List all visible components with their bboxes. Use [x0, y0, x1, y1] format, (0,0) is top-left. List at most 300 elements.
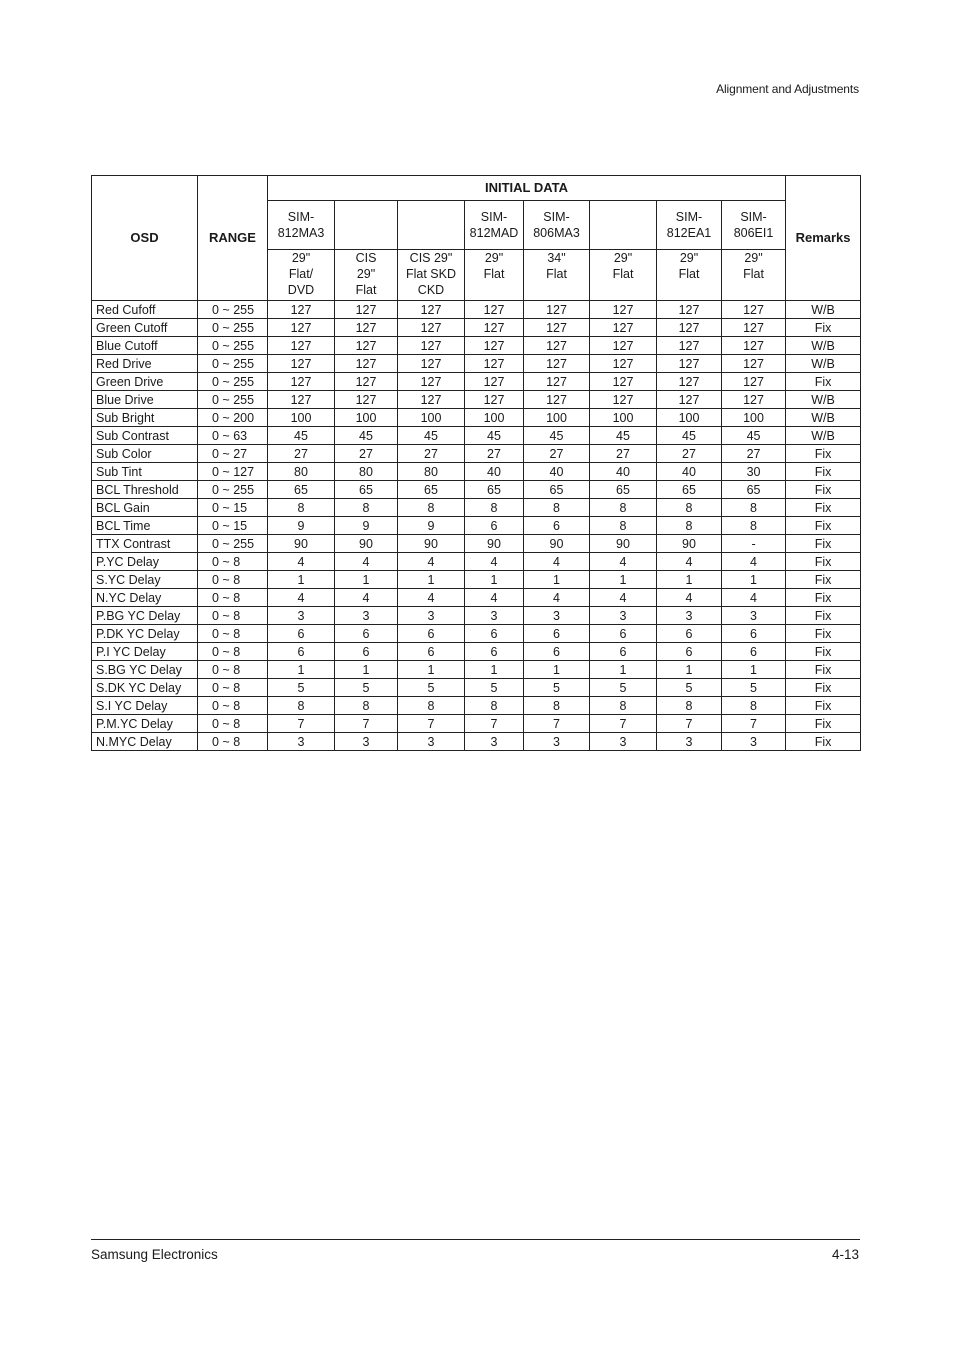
range-cell: 0 ~ 255	[198, 301, 268, 319]
value-cell: 45	[268, 427, 335, 445]
range-cell: 0 ~ 8	[198, 589, 268, 607]
value-cell: 100	[722, 409, 786, 427]
value-cell: 90	[657, 535, 722, 553]
value-cell: 45	[722, 427, 786, 445]
value-cell: 27	[657, 445, 722, 463]
osd-cell: N.YC Delay	[92, 589, 198, 607]
remark-cell: Fix	[786, 661, 861, 679]
remark-cell: Fix	[786, 607, 861, 625]
value-cell: 8	[465, 499, 524, 517]
value-cell: 127	[657, 355, 722, 373]
value-cell: 4	[398, 553, 465, 571]
value-cell: 65	[524, 481, 590, 499]
value-cell: 127	[590, 301, 657, 319]
value-cell: 65	[722, 481, 786, 499]
value-cell: 3	[657, 733, 722, 751]
value-cell: 80	[335, 463, 398, 481]
value-cell: 27	[398, 445, 465, 463]
value-cell: 65	[590, 481, 657, 499]
value-cell: 8	[722, 517, 786, 535]
table-row	[92, 499, 861, 517]
range-cell: 0 ~ 255	[198, 391, 268, 409]
value-cell: 4	[590, 553, 657, 571]
osd-cell: P.I YC Delay	[92, 643, 198, 661]
remark-cell: Fix	[786, 481, 861, 499]
model-name-cell: SIM- 806EI1	[722, 201, 786, 250]
value-cell: 45	[590, 427, 657, 445]
value-cell: 8	[335, 499, 398, 517]
osd-cell: S.BG YC Delay	[92, 661, 198, 679]
remark-cell: Fix	[786, 733, 861, 751]
osd-cell: N.MYC Delay	[92, 733, 198, 751]
value-cell: 1	[590, 571, 657, 589]
value-cell: 127	[268, 337, 335, 355]
value-cell: 1	[590, 661, 657, 679]
value-cell: 45	[524, 427, 590, 445]
osd-cell: Green Drive	[92, 373, 198, 391]
model-description-cell: 34" Flat	[524, 250, 590, 301]
value-cell: 127	[335, 355, 398, 373]
table-row	[92, 571, 861, 589]
value-cell: 100	[268, 409, 335, 427]
osd-cell: S.I YC Delay	[92, 697, 198, 715]
value-cell: 1	[524, 571, 590, 589]
value-cell: 8	[590, 697, 657, 715]
value-cell: 7	[398, 715, 465, 733]
osd-cell: Blue Cutoff	[92, 337, 198, 355]
value-cell: 6	[398, 625, 465, 643]
value-cell: 127	[398, 337, 465, 355]
table-row	[92, 697, 861, 715]
value-cell: 127	[335, 373, 398, 391]
value-cell: 40	[465, 463, 524, 481]
value-cell: 9	[398, 517, 465, 535]
osd-cell: P.DK YC Delay	[92, 625, 198, 643]
remark-cell: Fix	[786, 535, 861, 553]
value-cell: 8	[590, 517, 657, 535]
value-cell: 127	[590, 319, 657, 337]
value-cell: 4	[722, 589, 786, 607]
osd-header: OSD	[92, 176, 198, 301]
model-name-cell	[398, 201, 465, 250]
table-row	[92, 553, 861, 571]
value-cell: 127	[465, 319, 524, 337]
value-cell: 127	[722, 355, 786, 373]
value-cell: 3	[657, 607, 722, 625]
value-cell: 3	[524, 607, 590, 625]
value-cell: 80	[398, 463, 465, 481]
osd-cell: Sub Color	[92, 445, 198, 463]
value-cell: 127	[465, 301, 524, 319]
range-cell: 0 ~ 8	[198, 553, 268, 571]
osd-cell: P.BG YC Delay	[92, 607, 198, 625]
remark-cell: Fix	[786, 625, 861, 643]
value-cell: 8	[398, 697, 465, 715]
value-cell: 90	[465, 535, 524, 553]
remark-cell: Fix	[786, 517, 861, 535]
value-cell: 3	[722, 607, 786, 625]
range-cell: 0 ~ 255	[198, 481, 268, 499]
table-row	[92, 607, 861, 625]
value-cell: 127	[590, 355, 657, 373]
table-row	[92, 661, 861, 679]
table-row	[92, 391, 861, 409]
value-cell: 27	[335, 445, 398, 463]
value-cell: 8	[524, 697, 590, 715]
osd-cell: P.YC Delay	[92, 553, 198, 571]
value-cell: 4	[465, 589, 524, 607]
value-cell: 90	[524, 535, 590, 553]
value-cell: 127	[465, 373, 524, 391]
value-cell: 4	[524, 589, 590, 607]
value-cell: 90	[590, 535, 657, 553]
range-cell: 0 ~ 255	[198, 319, 268, 337]
range-cell: 0 ~ 255	[198, 337, 268, 355]
value-cell: 127	[335, 301, 398, 319]
value-cell: 100	[524, 409, 590, 427]
model-name-cell: SIM- 812MA3	[268, 201, 335, 250]
table-row	[92, 463, 861, 481]
value-cell: 1	[398, 661, 465, 679]
value-cell: 127	[590, 373, 657, 391]
table-row	[92, 589, 861, 607]
value-cell: 127	[335, 337, 398, 355]
model-description-cell: 29" Flat	[590, 250, 657, 301]
remark-cell: Fix	[786, 715, 861, 733]
value-cell: 8	[590, 499, 657, 517]
osd-cell: S.DK YC Delay	[92, 679, 198, 697]
remark-cell: Fix	[786, 499, 861, 517]
value-cell: 127	[268, 373, 335, 391]
value-cell: 4	[722, 553, 786, 571]
value-cell: 6	[335, 625, 398, 643]
initial-data-table	[91, 175, 861, 751]
value-cell: 1	[657, 571, 722, 589]
table-row	[92, 445, 861, 463]
value-cell: 65	[465, 481, 524, 499]
value-cell: 127	[524, 391, 590, 409]
remark-cell: Fix	[786, 373, 861, 391]
range-cell: 0 ~ 8	[198, 625, 268, 643]
table-row	[92, 517, 861, 535]
remark-cell: Fix	[786, 463, 861, 481]
table-row	[92, 733, 861, 751]
table-row	[92, 373, 861, 391]
value-cell: 127	[268, 319, 335, 337]
value-cell: 4	[268, 589, 335, 607]
table-row	[92, 427, 861, 445]
osd-cell: Red Drive	[92, 355, 198, 373]
value-cell: 8	[398, 499, 465, 517]
value-cell: 3	[524, 733, 590, 751]
value-cell: 127	[657, 301, 722, 319]
value-cell: 3	[590, 607, 657, 625]
osd-cell: Blue Drive	[92, 391, 198, 409]
value-cell: 127	[524, 373, 590, 391]
value-cell: 6	[268, 643, 335, 661]
range-cell: 0 ~ 8	[198, 697, 268, 715]
value-cell: 8	[268, 499, 335, 517]
model-name-cell: SIM- 806MA3	[524, 201, 590, 250]
osd-cell: BCL Time	[92, 517, 198, 535]
value-cell: 127	[335, 319, 398, 337]
value-cell: 6	[524, 625, 590, 643]
value-cell: 6	[398, 643, 465, 661]
remark-cell: Fix	[786, 571, 861, 589]
value-cell: 65	[657, 481, 722, 499]
value-cell: 7	[524, 715, 590, 733]
value-cell: 1	[657, 661, 722, 679]
osd-cell: BCL Gain	[92, 499, 198, 517]
remark-cell: Fix	[786, 553, 861, 571]
range-cell: 0 ~ 255	[198, 535, 268, 553]
range-cell: 0 ~ 8	[198, 733, 268, 751]
value-cell: 3	[398, 607, 465, 625]
range-cell: 0 ~ 15	[198, 517, 268, 535]
value-cell: 3	[268, 733, 335, 751]
value-cell: 45	[398, 427, 465, 445]
remark-cell: Fix	[786, 589, 861, 607]
value-cell: 8	[657, 517, 722, 535]
remark-cell: W/B	[786, 301, 861, 319]
table-row	[92, 409, 861, 427]
initial-data-header: INITIAL DATA	[268, 176, 786, 201]
value-cell: 6	[524, 517, 590, 535]
value-cell: 1	[398, 571, 465, 589]
value-cell: 127	[268, 355, 335, 373]
value-cell: 1	[722, 571, 786, 589]
value-cell: 1	[722, 661, 786, 679]
remark-cell: W/B	[786, 409, 861, 427]
range-cell: 0 ~ 8	[198, 715, 268, 733]
value-cell: 3	[465, 733, 524, 751]
table-row	[92, 715, 861, 733]
osd-cell: S.YC Delay	[92, 571, 198, 589]
value-cell: 40	[524, 463, 590, 481]
value-cell: 6	[465, 643, 524, 661]
value-cell: 27	[465, 445, 524, 463]
value-cell: 127	[398, 319, 465, 337]
value-cell: 6	[465, 517, 524, 535]
value-cell: 27	[524, 445, 590, 463]
value-cell: 127	[398, 391, 465, 409]
value-cell: 8	[722, 499, 786, 517]
remark-cell: Fix	[786, 697, 861, 715]
running-header: Alignment and Adjustments	[716, 82, 859, 96]
table-row	[92, 625, 861, 643]
model-description-cell: 29" Flat/ DVD	[268, 250, 335, 301]
value-cell: 8	[657, 499, 722, 517]
value-cell: 5	[524, 679, 590, 697]
table-row	[92, 337, 861, 355]
range-cell: 0 ~ 200	[198, 409, 268, 427]
range-cell: 0 ~ 255	[198, 373, 268, 391]
osd-cell: Sub Tint	[92, 463, 198, 481]
range-cell: 0 ~ 27	[198, 445, 268, 463]
remark-cell: Fix	[786, 679, 861, 697]
value-cell: 90	[268, 535, 335, 553]
osd-cell: TTX Contrast	[92, 535, 198, 553]
value-cell: 3	[335, 733, 398, 751]
value-cell: 6	[722, 643, 786, 661]
value-cell: 127	[524, 319, 590, 337]
range-cell: 0 ~ 8	[198, 679, 268, 697]
value-cell: 5	[657, 679, 722, 697]
value-cell: 8	[268, 697, 335, 715]
value-cell: 8	[524, 499, 590, 517]
osd-cell: Sub Contrast	[92, 427, 198, 445]
value-cell: 65	[335, 481, 398, 499]
osd-cell: Green Cutoff	[92, 319, 198, 337]
value-cell: 45	[657, 427, 722, 445]
range-cell: 0 ~ 127	[198, 463, 268, 481]
value-cell: 6	[657, 625, 722, 643]
value-cell: 7	[465, 715, 524, 733]
value-cell: 6	[590, 625, 657, 643]
value-cell: 127	[722, 319, 786, 337]
remark-cell: Fix	[786, 445, 861, 463]
value-cell: 5	[398, 679, 465, 697]
value-cell: 127	[524, 301, 590, 319]
value-cell: 3	[335, 607, 398, 625]
range-cell: 0 ~ 255	[198, 355, 268, 373]
value-cell: 127	[722, 337, 786, 355]
remarks-header: Remarks	[786, 176, 861, 301]
remark-cell: Fix	[786, 643, 861, 661]
value-cell: 40	[657, 463, 722, 481]
range-header: RANGE	[198, 176, 268, 301]
value-cell: 1	[465, 571, 524, 589]
table-row	[92, 535, 861, 553]
value-cell: 127	[657, 319, 722, 337]
value-cell: 127	[590, 391, 657, 409]
remark-cell: Fix	[786, 319, 861, 337]
value-cell: 127	[465, 337, 524, 355]
value-cell: 7	[590, 715, 657, 733]
table-row	[92, 481, 861, 499]
value-cell: 100	[335, 409, 398, 427]
model-name-cell	[335, 201, 398, 250]
footer-publisher: Samsung Electronics	[91, 1247, 218, 1262]
value-cell: 80	[268, 463, 335, 481]
model-description-cell: CIS 29" Flat SKD CKD	[398, 250, 465, 301]
value-cell: 65	[268, 481, 335, 499]
value-cell: 1	[335, 571, 398, 589]
value-cell: 4	[524, 553, 590, 571]
osd-cell: P.M.YC Delay	[92, 715, 198, 733]
value-cell: 4	[398, 589, 465, 607]
model-name-cell	[590, 201, 657, 250]
value-cell: 5	[722, 679, 786, 697]
value-cell: 7	[335, 715, 398, 733]
value-cell: 5	[590, 679, 657, 697]
value-cell: 127	[722, 373, 786, 391]
value-cell: 127	[590, 337, 657, 355]
value-cell: 9	[268, 517, 335, 535]
value-cell: -	[722, 535, 786, 553]
value-cell: 6	[524, 643, 590, 661]
value-cell: 8	[657, 697, 722, 715]
range-cell: 0 ~ 8	[198, 661, 268, 679]
value-cell: 45	[465, 427, 524, 445]
value-cell: 6	[590, 643, 657, 661]
value-cell: 5	[465, 679, 524, 697]
value-cell: 1	[268, 571, 335, 589]
value-cell: 27	[268, 445, 335, 463]
value-cell: 90	[335, 535, 398, 553]
value-cell: 8	[722, 697, 786, 715]
value-cell: 5	[335, 679, 398, 697]
value-cell: 45	[335, 427, 398, 445]
value-cell: 3	[465, 607, 524, 625]
value-cell: 4	[335, 553, 398, 571]
table-row	[92, 643, 861, 661]
model-description-cell: CIS 29" Flat	[335, 250, 398, 301]
value-cell: 30	[722, 463, 786, 481]
value-cell: 6	[465, 625, 524, 643]
model-name-cell: SIM- 812MAD	[465, 201, 524, 250]
value-cell: 127	[465, 391, 524, 409]
remark-cell: W/B	[786, 427, 861, 445]
range-cell: 0 ~ 15	[198, 499, 268, 517]
remark-cell: W/B	[786, 355, 861, 373]
value-cell: 127	[268, 301, 335, 319]
value-cell: 100	[465, 409, 524, 427]
range-cell: 0 ~ 8	[198, 571, 268, 589]
value-cell: 127	[524, 355, 590, 373]
value-cell: 4	[335, 589, 398, 607]
value-cell: 127	[657, 373, 722, 391]
range-cell: 0 ~ 63	[198, 427, 268, 445]
model-name-cell: SIM- 812EA1	[657, 201, 722, 250]
footer-divider	[91, 1239, 860, 1240]
osd-cell: Red Cufoff	[92, 301, 198, 319]
model-description-cell: 29" Flat	[722, 250, 786, 301]
table-row	[92, 679, 861, 697]
value-cell: 127	[657, 337, 722, 355]
page-number: 4-13	[831, 1247, 859, 1262]
value-cell: 9	[335, 517, 398, 535]
value-cell: 1	[268, 661, 335, 679]
value-cell: 90	[398, 535, 465, 553]
remark-cell: W/B	[786, 391, 861, 409]
table-row	[92, 355, 861, 373]
value-cell: 100	[398, 409, 465, 427]
value-cell: 8	[465, 697, 524, 715]
value-cell: 4	[657, 553, 722, 571]
value-cell: 4	[268, 553, 335, 571]
value-cell: 1	[465, 661, 524, 679]
model-description-cell: 29" Flat	[657, 250, 722, 301]
range-cell: 0 ~ 8	[198, 607, 268, 625]
table-row	[92, 301, 861, 319]
value-cell: 100	[590, 409, 657, 427]
value-cell: 6	[722, 625, 786, 643]
value-cell: 127	[268, 391, 335, 409]
osd-cell: BCL Threshold	[92, 481, 198, 499]
value-cell: 7	[657, 715, 722, 733]
value-cell: 7	[268, 715, 335, 733]
value-cell: 127	[335, 391, 398, 409]
value-cell: 127	[398, 373, 465, 391]
value-cell: 4	[590, 589, 657, 607]
value-cell: 127	[524, 337, 590, 355]
table-row	[92, 319, 861, 337]
value-cell: 127	[722, 301, 786, 319]
value-cell: 6	[657, 643, 722, 661]
value-cell: 4	[465, 553, 524, 571]
value-cell: 3	[398, 733, 465, 751]
